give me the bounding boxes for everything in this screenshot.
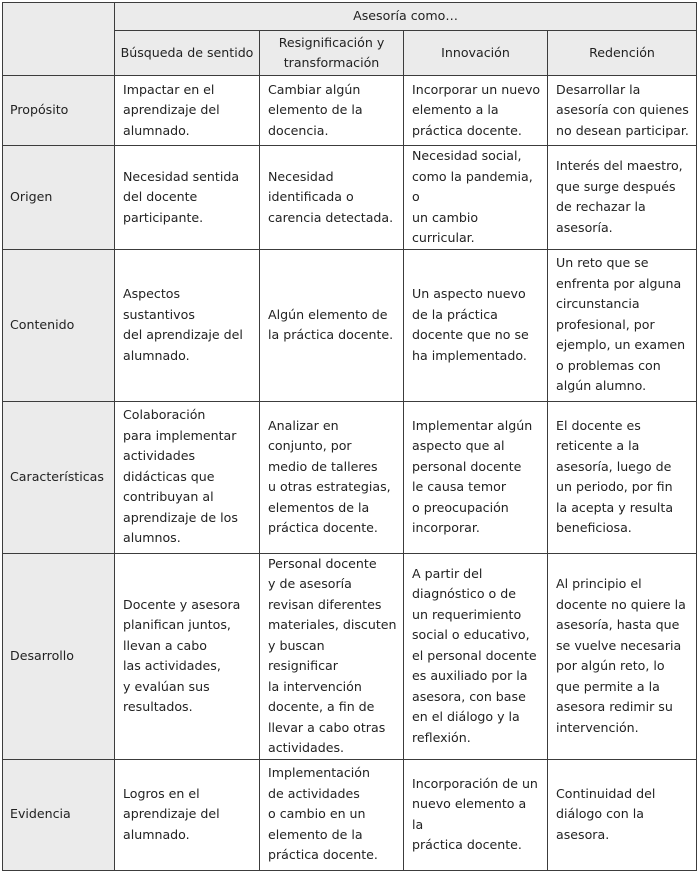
row-label: Desarrollo <box>3 553 115 759</box>
table-cell: Docente y asesora planifican juntos, llevan a cabo las actividades, y evalúan sus resultados. <box>115 553 260 759</box>
table-cell: Necesidad social, como la pandemia, o un cambio curricular. <box>404 146 548 250</box>
table-cell: Analizar en conjunto, por medio de talleres u otras estrategias, elementos de la práctica docente. <box>260 401 404 553</box>
table-cell: Logros en el aprendizaje del alumnado. <box>115 759 260 870</box>
table-cell: El docente es reticente a la asesoría, luego de un periodo, por fin la acepta y resulta beneficiosa. <box>548 401 697 553</box>
corner-cell <box>3 3 115 76</box>
table-cell: Impactar en el aprendizaje del alumnado. <box>115 76 260 146</box>
table-cell: Incorporación de un nuevo elemento a la práctica docente. <box>404 759 548 870</box>
table-cell: Aspectos sustantivos del aprendizaje del alumnado. <box>115 249 260 401</box>
table-cell: Necesidad sentida del docente participante. <box>115 146 260 250</box>
table-cell: Continuidad del diálogo con la asesora. <box>548 759 697 870</box>
column-header: Búsqueda de sentido <box>115 31 260 76</box>
row-label: Propósito <box>3 76 115 146</box>
row-label: Características <box>3 401 115 553</box>
group-header: Asesoría como… <box>115 3 697 31</box>
column-header: Redención <box>548 31 697 76</box>
table-cell: Algún elemento de la práctica docente. <box>260 249 404 401</box>
row-label: Origen <box>3 146 115 250</box>
row-label: Contenido <box>3 249 115 401</box>
table-cell: Personal docente y de asesoría revisan diferentes materiales, discuten y buscan resignificar la intervención docente, a fin de llevar a cabo otras actividades. <box>260 553 404 759</box>
table-cell: Necesidad identificada o carencia detectada. <box>260 146 404 250</box>
comparison-table <box>2 2 697 871</box>
table-cell: Implementación de actividades o cambio en un elemento de la práctica docente. <box>260 759 404 870</box>
table-row <box>3 249 697 401</box>
table-row <box>3 553 697 759</box>
table-cell: Un aspecto nuevo de la práctica docente que no se ha implementado. <box>404 249 548 401</box>
table-cell: Colaboración para implementar actividades didácticas que contribuyan al aprendizaje de los alumnos. <box>115 401 260 553</box>
group-header-row <box>3 3 697 31</box>
table-row <box>3 76 697 146</box>
column-header: Resignificación y transformación <box>260 31 404 76</box>
table-row <box>3 146 697 250</box>
table-cell: Desarrollar la asesoría con quienes no desean participar. <box>548 76 697 146</box>
table-cell: Interés del maestro, que surge después de rechazar la asesoría. <box>548 146 697 250</box>
table-cell: A partir del diagnóstico o de un requerimiento social o educativo, el personal docente es auxiliado por la asesora, con base en el diálogo y la reflexión. <box>404 553 548 759</box>
table-cell: Incorporar un nuevo elemento a la práctica docente. <box>404 76 548 146</box>
table-cell: Al principio el docente no quiere la asesoría, hasta que se vuelve necesaria por algún reto, lo que permite a la asesora redimir su intervención. <box>548 553 697 759</box>
row-label: Evidencia <box>3 759 115 870</box>
table-cell: Cambiar algún elemento de la docencia. <box>260 76 404 146</box>
table-cell: Implementar algún aspecto que al personal docente le causa temor o preocupación incorporar. <box>404 401 548 553</box>
table-cell: Un reto que se enfrenta por alguna circunstancia profesional, por ejemplo, un examen o problemas con algún alumno. <box>548 249 697 401</box>
column-header: Innovación <box>404 31 548 76</box>
table-row <box>3 759 697 870</box>
table-row <box>3 401 697 553</box>
